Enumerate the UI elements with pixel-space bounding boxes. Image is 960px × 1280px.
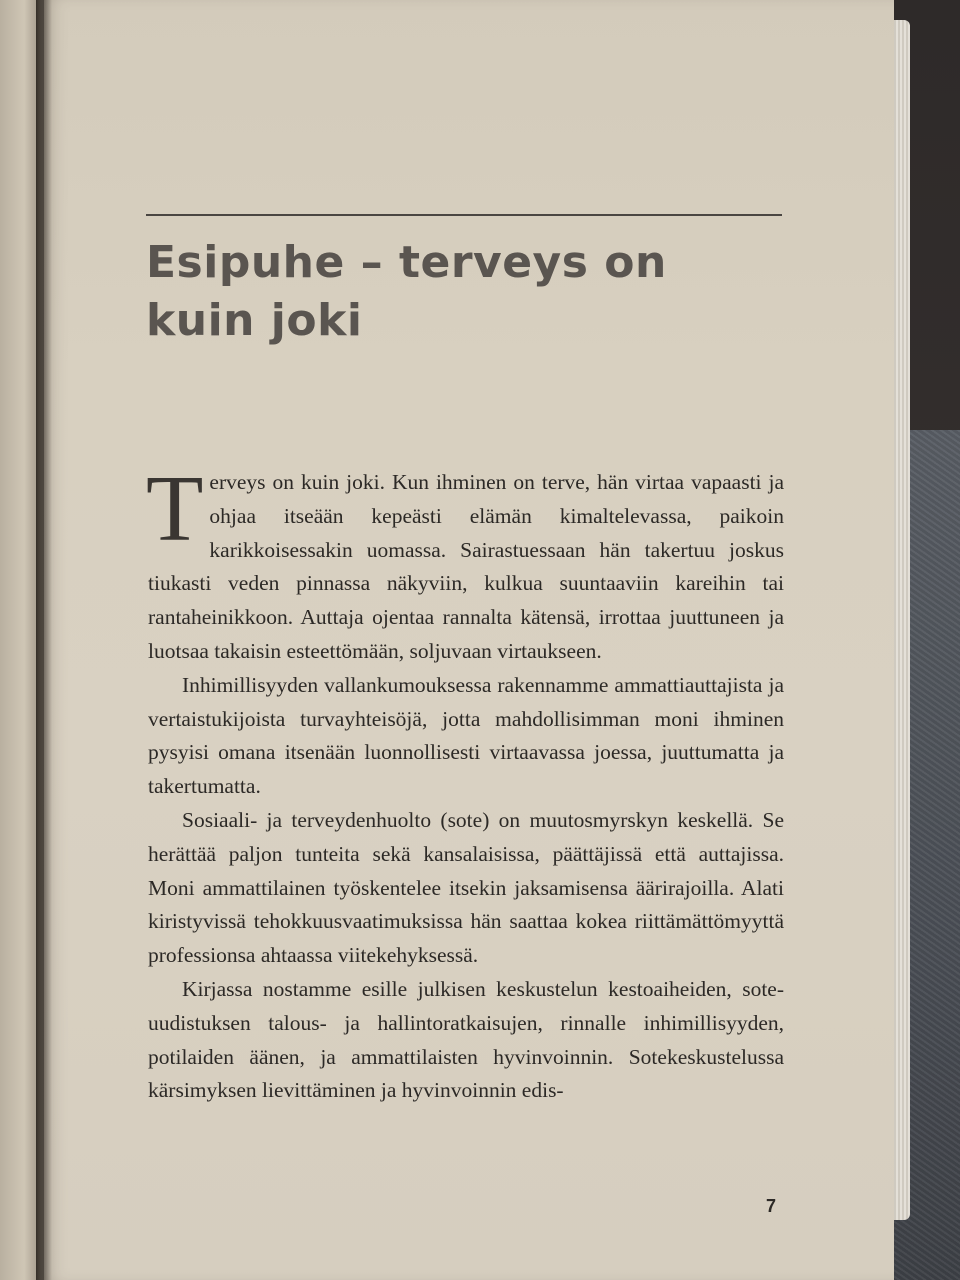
paragraph-text: erveys on kuin joki. Kun ihminen on terve, hän virtaa vapaasti ja ohjaa itseään kepeästi elämän kimaltelevassa, paikoin karikkoisessakin uomassa. Sairastuessaan hän takertuu joskus tiukasti veden pinnassa näkyviin, kulkua suuntaaviin kareihin tai rantaheinikkoon. Auttaja ojentaa rannalta kätensä, irrottaa juuttuneen ja luotsaa takaisin esteettömään, soljuvaan virtaukseen. (148, 470, 784, 663)
chapter-rule (146, 214, 782, 216)
spine-shadow (36, 0, 52, 1280)
book-page (44, 0, 894, 1280)
paragraph: Kirjassa nostamme esille julkisen keskustelun kestoaiheiden, sote-uudistuksen talous- ja hallintoratkaisujen, rinnalle inhimillisyyden, potilaiden äänen, ja ammattilaisten hyvinvoinnin. Sotekeskustelussa kärsimyksen lievittäminen ja hyvinvoinnin edis- (148, 976, 784, 1103)
drop-cap: T (146, 457, 204, 561)
paragraph (146, 457, 784, 669)
chapter-body (146, 457, 784, 1108)
paragraph: Sosiaali- ja terveydenhuolto (sote) on muutosmyrskyn keskellä. Se herättää paljon tunteita sekä kansalaisissa, päättäjissä että auttajissa. Moni ammattilainen työskentelee itsekin jaksamisensa äärirajoilla. Alati kiristyvissä tehokkuusvaatimuksissa hän saattaa kokea riittämättömyyttä professionsa ahtaassa viitekehyksessä. (148, 807, 784, 968)
page-number: 7 (766, 1196, 777, 1216)
chapter-title: Esipuhe – terveys on kuin joki (146, 237, 667, 346)
paragraph: Inhimillisyyden vallankumouksessa rakennamme ammattiauttajista ja vertaistukijoista turvayhteisöjä, jotta mahdollisimman moni ihminen pysyisi omana itsenään luonnollisesti virtaavassa joessa, juuttumatta ja takertumatta. (148, 672, 784, 799)
